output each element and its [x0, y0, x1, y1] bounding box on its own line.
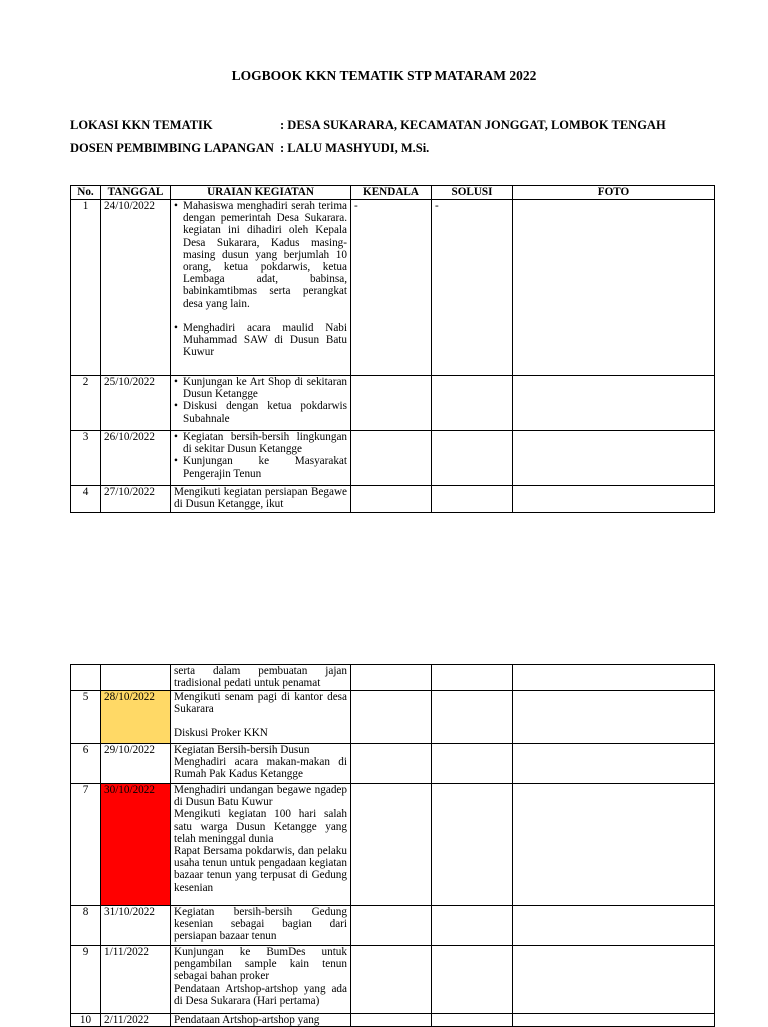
row-activity	[171, 486, 351, 513]
row-activity: serta dalam pembuatan jajan tradisional pedati untuk penamat	[171, 665, 351, 691]
row-date: 2/11/2022	[101, 1014, 171, 1027]
activity-text: Diskusi Proker KKN	[174, 727, 268, 740]
row-solution	[432, 1014, 513, 1027]
table-row	[71, 376, 715, 431]
table-row	[71, 906, 715, 946]
table-row	[71, 1014, 715, 1027]
supervisor-value: : LALU MASHYUDI, M.Si.	[280, 141, 430, 155]
row-solution	[432, 376, 513, 431]
table-header-row	[71, 186, 715, 200]
header-photo: FOTO	[513, 186, 715, 200]
row-number: 6	[71, 744, 101, 784]
row-solution	[432, 906, 513, 946]
table-row	[71, 744, 715, 784]
row-obstacle	[351, 486, 432, 513]
header-no: No.	[71, 186, 101, 200]
row-obstacle	[351, 784, 432, 906]
logbook-table-page1	[70, 185, 715, 513]
row-number	[71, 665, 101, 691]
header-date: TANGGAL	[101, 186, 171, 200]
row-obstacle	[351, 1014, 432, 1027]
row-obstacle: -	[351, 200, 432, 376]
activity-text: Kunjungan ke BumDes untuk pengambilan sample kain tenun sebagai bahan proker	[174, 946, 347, 983]
row-activity	[171, 946, 351, 1014]
activity-text: Mengikuti kegiatan persiapan Begawe di Dusun Ketangge, ikut	[174, 486, 347, 511]
row-date: 31/10/2022	[101, 906, 171, 946]
row-photo	[513, 906, 715, 946]
header-obstacle: KENDALA	[351, 186, 432, 200]
row-date-highlighted: 28/10/2022	[101, 691, 171, 744]
row-photo	[513, 486, 715, 513]
supervisor-label: DOSEN PEMBIMBING LAPANGAN	[70, 141, 274, 155]
row-activity	[171, 691, 351, 744]
row-solution	[432, 665, 513, 691]
row-number: 7	[71, 784, 101, 906]
row-photo	[513, 665, 715, 691]
row-activity: Pendataan Artshop-artshop yang	[171, 1014, 351, 1027]
row-activity	[171, 784, 351, 906]
row-date: 26/10/2022	[101, 431, 171, 486]
row-photo	[513, 784, 715, 906]
activity-text: Kegiatan Bersih-bersih Dusun	[174, 744, 310, 756]
row-solution: -	[432, 200, 513, 376]
table-row	[71, 200, 715, 376]
activity-text: Menghadiri undangan begawe ngadep di Dusun Batu Kuwur	[174, 784, 347, 809]
row-photo	[513, 376, 715, 431]
row-number: 1	[71, 200, 101, 376]
row-number: 8	[71, 906, 101, 946]
activity-text: Mengikuti kegiatan 100 hari salah satu warga Dusun Ketangge yang telah meninggal dunia	[174, 808, 347, 845]
location-value: : DESA SUKARARA, KECAMATAN JONGGAT, LOMBOK TENGAH	[280, 118, 666, 132]
row-solution	[432, 431, 513, 486]
row-activity: Kegiatan bersih-bersih Gedung kesenian sebagai bagian dari persiapan bazaar tenun	[171, 906, 351, 946]
row-number: 5	[71, 691, 101, 744]
header-activity: URAIAN KEGIATAN	[171, 186, 351, 200]
row-solution	[432, 691, 513, 744]
activity-bullet: • Kunjungan ke Masyarakat Pengerajin Tenun	[174, 455, 347, 480]
row-obstacle	[351, 744, 432, 784]
location-label: LOKASI KKN TEMATIK	[70, 118, 213, 132]
row-number: 2	[71, 376, 101, 431]
activity-text: Menghadiri acara makan-makan di Rumah Pak Kadus Ketangge	[174, 756, 347, 781]
row-number: 3	[71, 431, 101, 486]
row-number: 10	[71, 1014, 101, 1027]
table-row	[71, 784, 715, 906]
row-number: 9	[71, 946, 101, 1014]
row-date: 29/10/2022	[101, 744, 171, 784]
logbook-table-page2	[70, 664, 715, 1027]
row-number: 4	[71, 486, 101, 513]
row-photo	[513, 431, 715, 486]
activity-bullet: • Diskusi dengan ketua pokdarwis Subahnale	[174, 400, 347, 425]
table-row	[71, 691, 715, 744]
row-activity	[171, 431, 351, 486]
row-obstacle	[351, 431, 432, 486]
document-title: LOGBOOK KKN TEMATIK STP MATARAM 2022	[231, 68, 537, 83]
row-photo	[513, 691, 715, 744]
row-date: 27/10/2022	[101, 486, 171, 513]
row-obstacle	[351, 906, 432, 946]
row-photo	[513, 744, 715, 784]
row-solution	[432, 784, 513, 906]
table-row	[71, 431, 715, 486]
table-row	[71, 946, 715, 1014]
activity-text: Pendataan Artshop-artshop yang ada di Desa Sukarara (Hari pertama)	[174, 982, 347, 1007]
row-obstacle	[351, 665, 432, 691]
header-solution: SOLUSI	[432, 186, 513, 200]
row-activity	[171, 200, 351, 376]
row-photo	[513, 946, 715, 1014]
activity-bullet: • Kunjungan ke Art Shop di sekitaran Dusun Ketangge	[174, 376, 347, 401]
row-solution	[432, 946, 513, 1014]
row-date: 25/10/2022	[101, 376, 171, 431]
row-activity	[171, 744, 351, 784]
row-obstacle	[351, 376, 432, 431]
row-obstacle	[351, 946, 432, 1014]
table-row	[71, 665, 715, 691]
row-date-highlighted: 30/10/2022	[101, 784, 171, 906]
row-obstacle	[351, 691, 432, 744]
activity-text: Mengikuti senam pagi di kantor desa Sukarara	[174, 691, 347, 716]
activity-bullet: • Kegiatan bersih-bersih lingkungan di sekitar Dusun Ketangge	[174, 431, 347, 456]
activity-bullet: • Menghadiri acara maulid Nabi Muhammad SAW di Dusun Batu Kuwur	[174, 321, 347, 359]
row-solution	[432, 744, 513, 784]
row-photo	[513, 200, 715, 376]
row-photo	[513, 1014, 715, 1027]
row-solution	[432, 486, 513, 513]
row-date: 24/10/2022	[101, 200, 171, 376]
row-date	[101, 665, 171, 691]
activity-bullet: • Mahasiswa menghadiri serah terima dengan pemerintah Desa Sukarara. kegiatan ini dihadiri oleh Kepala Desa Sukarara, Kadus masing-masing dusun yang berjumlah 10 orang, ketua pokdarwis, ketua Lembaga adat, babinsa, babinkamtibmas serta perangkat desa yang lain.	[174, 200, 347, 310]
row-activity	[171, 376, 351, 431]
row-date: 1/11/2022	[101, 946, 171, 1014]
table-row	[71, 486, 715, 513]
activity-text: Rapat Bersama pokdarwis, dan pelaku usaha tenun untuk pengadaan kegiatan bazaar tenun yang terpusat di Gedung kesenian	[174, 845, 347, 894]
